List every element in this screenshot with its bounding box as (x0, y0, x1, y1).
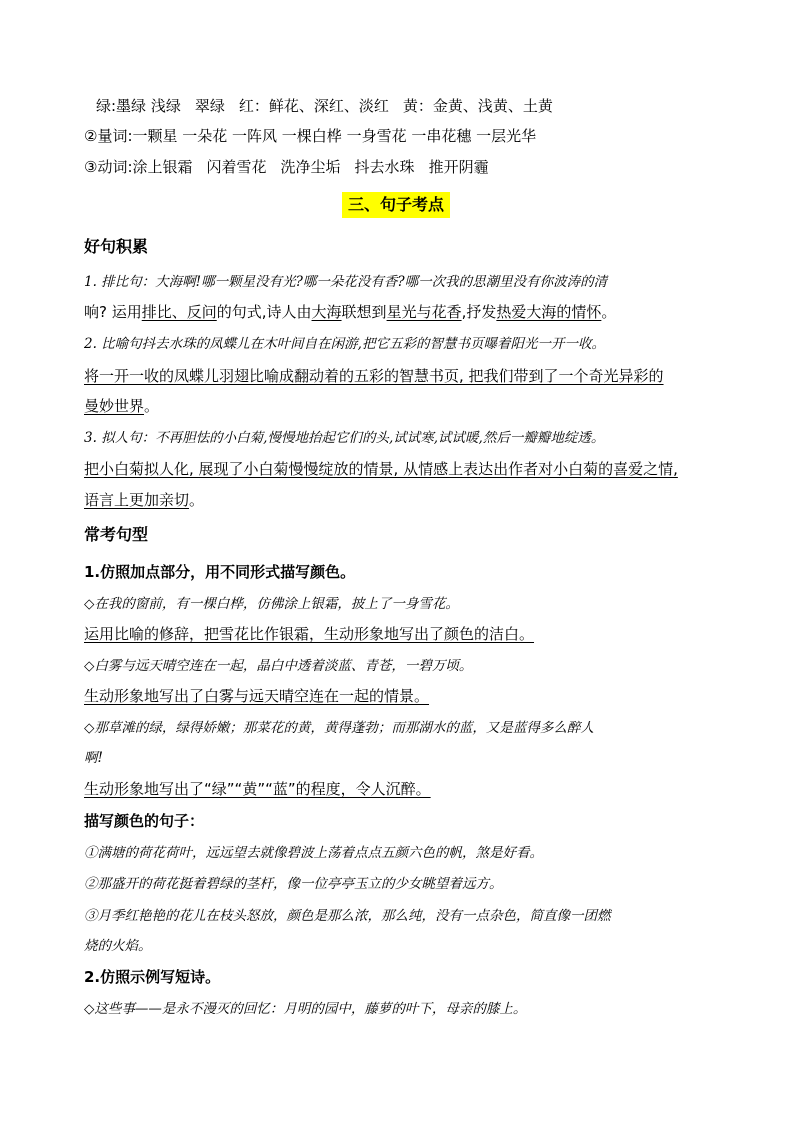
item2-line1: 2. 比喻句抖去水珠的凤蝶儿在木叶间自在闲游,把它五彩的智慧书页曝着阳光一开一收。 (84, 336, 605, 352)
verb-5: 推开阴霾 (428, 158, 489, 176)
item3-analysis2-end: 。 (189, 491, 205, 509)
q2-example1: ◇这些事——是永不漫灭的回忆：月明的园中，藤萝的叶下，母亲的膝上。 (84, 1001, 527, 1017)
item3-analysis2-text: 语言上更加亲切 (84, 491, 190, 509)
q1-answer3: 生动形象地写出了“绿”“黄”“蓝”的程度，令人沉醉。 (84, 780, 431, 798)
verb-3: 洗净尘垢 (280, 158, 341, 176)
color-sentence-3-line2: 烧的火焰。 (84, 938, 152, 954)
color-sentences-heading: 描写颜色的句子： (84, 812, 205, 830)
item1-line1: 1. 排比句：大海啊!哪一颗星没有光?哪一朵花没有香?哪一次我的思潮里没有你波涛的清 (84, 274, 608, 290)
item1-text-d: ,抒发 (461, 303, 497, 321)
section-title: 三、句子考点 (342, 192, 450, 218)
good-sentences-heading: 好句积累 (84, 237, 149, 256)
green-words: 绿:墨绿 浅绿 (96, 97, 181, 115)
verb-words-line (84, 157, 489, 177)
q1-answer2: 生动形象地写出了白雾与远天晴空连在一起的情景。 (84, 687, 430, 705)
color-words-line (96, 96, 553, 116)
color-sentence-2: ②那盛开的荷花挺着碧绿的茎杆，像一位亭亭玉立的少女眺望着远方。 (84, 876, 503, 892)
q1-answer1: 运用比喻的修辞，把雪花比作银霜，生动形象地写出了颜色的洁白。 (84, 625, 535, 643)
verb-4: 抖去水珠 (354, 158, 415, 176)
item2-analysis1: 将一开一收的凤蝶儿羽翅比喻成翻动着的五彩的智慧书页, 把我们带到了一个奇光异彩的 (84, 367, 664, 385)
item3-line1: 3. 拟人句：不再胆怯的小白菊,慢慢地抬起它们的头,试试寒,试试暖,然后一瓣瓣地绽透。 (84, 430, 605, 446)
q1-example2: ◇白雾与远天晴空连在一起，晶白中透着淡蓝、青苍，一碧万顷。 (84, 658, 473, 674)
q1-example1: ◇在我的窗前，有一棵白桦，仿佛涂上银霜，披上了一身雪花。 (84, 596, 459, 612)
common-patterns-heading: 常考句型 (84, 525, 149, 544)
red-words: 红：鲜花、深红、淡红 (238, 97, 389, 115)
item1-text-a: 响? 运用 (84, 303, 142, 321)
verb-2: 闪着雪花 (206, 158, 267, 176)
q1-example3-line1: ◇那草滩的绿，绿得娇嫩；那菜花的黄，黄得蓬勃；而那湖水的蓝，又是蓝得多么醉人 (84, 720, 594, 736)
item1-line2 (84, 302, 616, 322)
item2-analysis2-text: 曼妙世界 (84, 397, 145, 415)
item1-underline-c: 星光与花香 (386, 303, 462, 321)
color-sentence-3-line1: ③月季红艳艳的花儿在枝头怒放，颜色是那么浓，那么纯，没有一点杂色，简直像一团燃 (84, 908, 611, 924)
item1-text-e: 。 (601, 303, 617, 321)
item2-analysis2-end: 。 (144, 397, 160, 415)
q1-example3-line2: 啊! (84, 750, 103, 766)
item1-underline-a: 排比、反问 (141, 303, 217, 321)
yellow-words: 黄：金黄、浅黄、土黄 (402, 97, 553, 115)
color-sentence-1: ①满塘的荷花荷叶，远远望去就像碧波上荡着点点五颜六色的帆，煞是好看。 (84, 845, 543, 861)
item1-underline-d: 热爱大海的情怀 (496, 303, 602, 321)
measure-words-line: ②量词:一颗星 一朵花 一阵风 一棵白桦 一身雪花 一串花穗 一层光华 (84, 127, 537, 145)
q1-title: 1.仿照加点部分，用不同形式描写颜色。 (84, 563, 356, 581)
green-words-2: 翠绿 (194, 97, 225, 115)
item1-text-c: 联想到 (341, 303, 387, 321)
item1-text-b: 的句式,诗人由 (216, 303, 312, 321)
item1-underline-b: 大海 (311, 303, 342, 321)
item3-analysis2 (84, 490, 204, 510)
verb-1: ③动词:涂上银霜 (84, 158, 193, 176)
q2-title: 2.仿照示例写短诗。 (84, 968, 221, 986)
item2-analysis2 (84, 396, 159, 416)
item3-analysis1: 把小白菊拟人化, 展现了小白菊慢慢绽放的情景, 从情感上表达出作者对小白菊的喜爱之情, (84, 460, 678, 478)
